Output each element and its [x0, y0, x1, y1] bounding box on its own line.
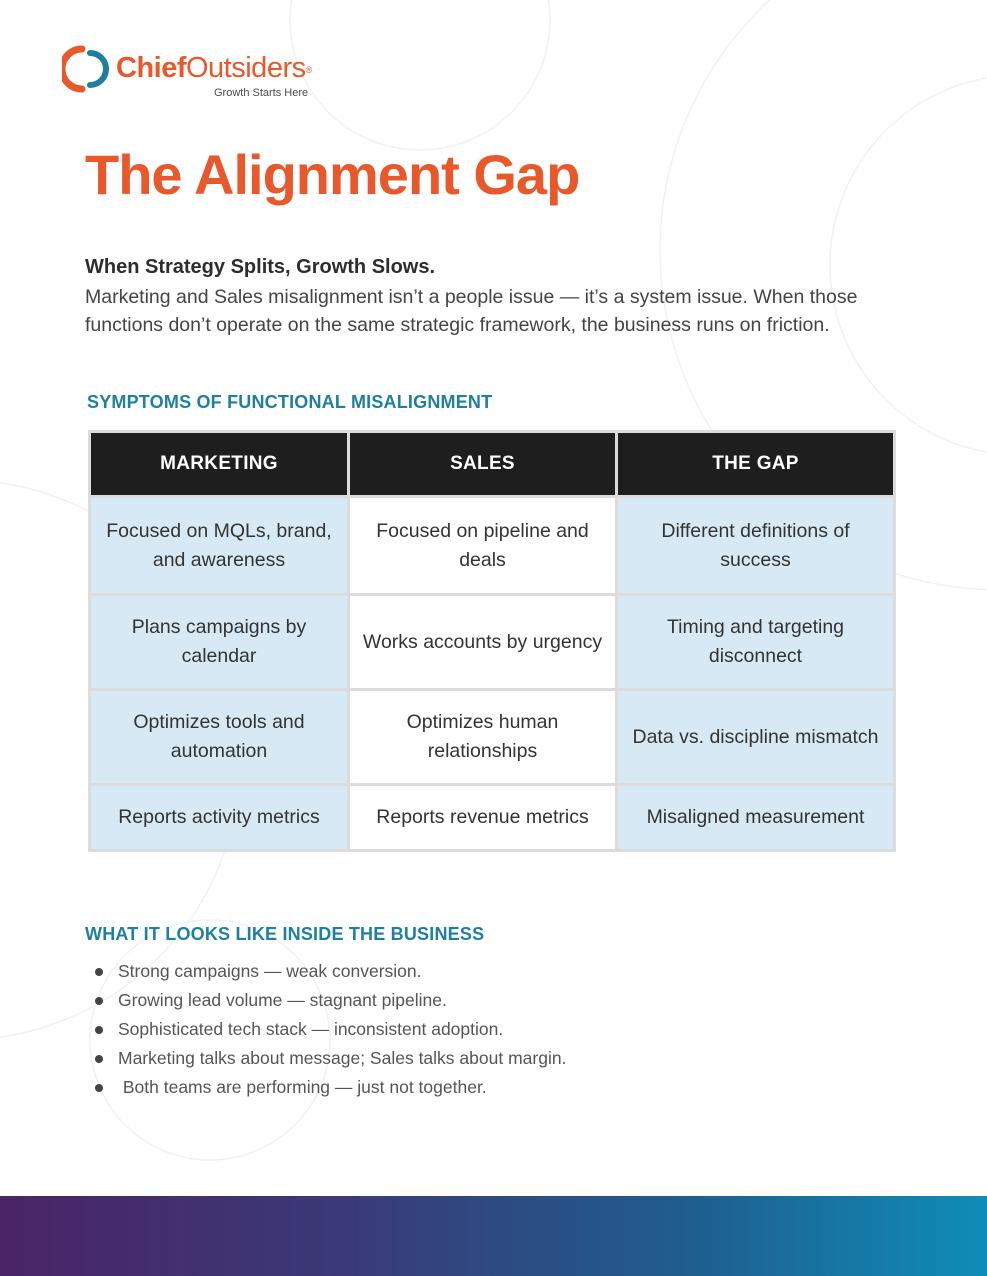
table-row — [90, 690, 895, 785]
column-header-sales: SALES — [349, 432, 617, 497]
table-row — [90, 497, 895, 595]
table-cell-marketing: Focused on MQLs, brand, and awareness — [90, 497, 349, 595]
table-cell-sales: Works accounts by urgency — [349, 595, 617, 690]
table-cell-sales: Optimizes human relationships — [349, 690, 617, 785]
column-header-marketing: MARKETING — [90, 432, 349, 497]
list-item-text: Growing lead volume — stagnant pipeline. — [118, 990, 447, 1010]
table-cell-marketing: Reports activity metrics — [90, 785, 349, 851]
list-item — [92, 957, 566, 986]
logo-name-light: Outsiders — [186, 52, 306, 84]
table-cell-gap: Misaligned measurement — [617, 785, 895, 851]
list-item-text: Both teams are performing — just not together. — [118, 1077, 487, 1097]
registered-mark: ® — [305, 65, 312, 75]
list-item-text: Strong campaigns — weak conversion. — [118, 961, 422, 981]
logo-tagline: Growth Starts Here — [214, 87, 309, 99]
inside-business-heading: WHAT IT LOOKS LIKE INSIDE THE BUSINESS — [85, 924, 485, 944]
list-item — [92, 1073, 566, 1102]
bullet-icon — [95, 997, 103, 1005]
list-item — [92, 1015, 566, 1044]
table-cell-gap: Timing and targeting disconnect — [617, 595, 895, 690]
intro-body: Marketing and Sales misalignment isn’t a people issue — it’s a system issue. When those functions don’t operate on the same strategic framework, the business runs on friction. — [85, 286, 858, 336]
symptoms-table — [88, 430, 896, 852]
table-cell-gap: Different definitions of success — [617, 497, 895, 595]
column-header-gap: THE GAP — [617, 432, 895, 497]
table-row — [90, 785, 895, 851]
list-item-text: Marketing talks about message; Sales talks about margin. — [118, 1048, 567, 1068]
table-cell-marketing: Optimizes tools and automation — [90, 690, 349, 785]
table-header-row — [90, 432, 895, 497]
bullet-icon — [95, 1026, 103, 1034]
list-item-text: Sophisticated tech stack — inconsistent adoption. — [118, 1019, 504, 1039]
chief-outsiders-logo-icon — [62, 45, 110, 93]
symptoms-heading: SYMPTOMS OF FUNCTIONAL MISALIGNMENT — [87, 392, 493, 412]
table-cell-sales: Reports revenue metrics — [349, 785, 617, 851]
page-title: The Alignment Gap — [85, 143, 580, 206]
logo-wordmark — [116, 51, 312, 85]
bullet-icon — [95, 1055, 103, 1063]
table-cell-gap: Data vs. discipline mismatch — [617, 690, 895, 785]
logo-name-bold: Chief — [116, 52, 186, 84]
intro-heading: When Strategy Splits, Growth Slows. — [85, 256, 436, 278]
company-logo — [62, 45, 332, 105]
table-cell-marketing: Plans campaigns by calendar — [90, 595, 349, 690]
inside-business-list — [92, 957, 566, 1102]
list-item — [92, 1044, 566, 1073]
table-cell-sales: Focused on pipeline and deals — [349, 497, 617, 595]
bullet-icon — [95, 1084, 103, 1092]
footer-gradient-bar — [0, 1196, 987, 1276]
list-item — [92, 986, 566, 1015]
table-row — [90, 595, 895, 690]
bullet-icon — [95, 968, 103, 976]
